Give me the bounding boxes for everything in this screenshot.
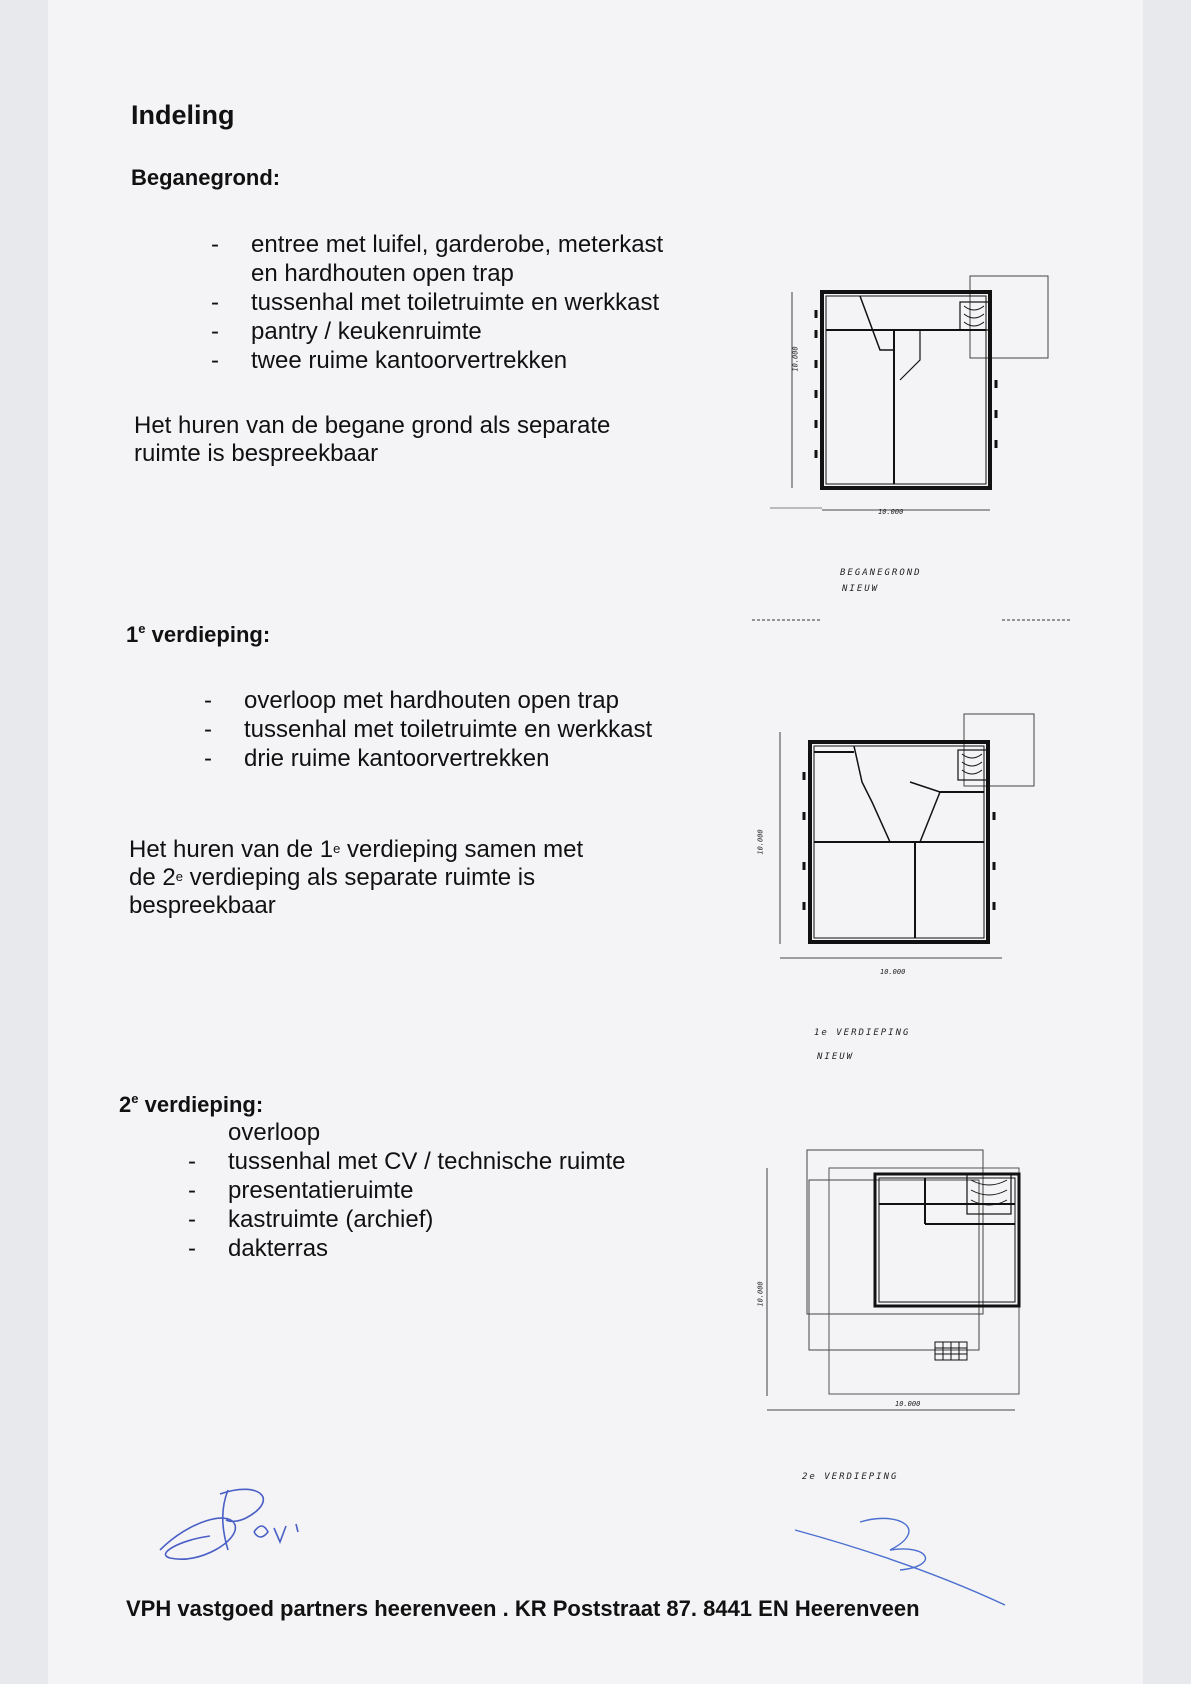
plan-caption: 1e VERDIEPING <box>814 1028 911 1038</box>
list-item: - tussenhal met CV / technische ruimte <box>188 1147 626 1176</box>
signature-left <box>150 1470 330 1580</box>
note-line: Het huren van de 1e verdieping samen met <box>129 836 584 863</box>
note-beganegrond <box>134 412 610 468</box>
plan-dimension: 10.000 <box>878 508 904 516</box>
list-item: - dakterras <box>188 1234 626 1263</box>
list-item: - overloop met hardhouten open trap <box>204 686 652 715</box>
heading-text: 2 <box>119 1092 132 1117</box>
note-1e-verdieping <box>129 836 583 920</box>
list-item: - tussenhal met toiletruimte en werkkast <box>211 288 663 317</box>
heading-text: 1 <box>126 622 139 647</box>
heading-sup: e <box>131 1091 139 1106</box>
floorplan-2e-verdieping <box>745 1148 1045 1418</box>
section-heading-2e-verdieping <box>119 1092 263 1118</box>
note-line: ruimte is bespreekbaar <box>134 440 379 467</box>
list-item: - entree met luifel, garderobe, meterkast <box>211 230 663 259</box>
heading-text: Beganegrond: <box>131 165 281 190</box>
note-line: Het huren van de begane grond als separate <box>134 412 611 439</box>
heading-sup: e <box>138 621 146 636</box>
heading-text: verdieping: <box>145 622 271 647</box>
list-item: - presentatieruimte <box>188 1176 626 1205</box>
plan-caption: NIEUW <box>842 584 880 594</box>
section-heading-1e-verdieping <box>126 622 270 648</box>
plan-dimension: 10.000 <box>756 1281 765 1307</box>
list-item: - kastruimte (archief) <box>188 1205 626 1234</box>
divider-line <box>752 618 1072 622</box>
plan-dimension: 10.000 <box>791 346 800 372</box>
list-item: en hardhouten open trap <box>251 260 514 287</box>
plan-caption: NIEUW <box>817 1052 855 1062</box>
plan-caption: BEGANEGROND <box>840 568 922 578</box>
section-heading-beganegrond <box>131 165 280 191</box>
plan-dimension: 10.000 <box>880 968 906 976</box>
floorplan-beganegrond <box>770 270 1070 530</box>
plan-dimension: 10.000 <box>756 829 765 855</box>
heading-text: verdieping: <box>138 1092 264 1117</box>
list-item: - twee ruime kantoorvertrekken <box>211 346 663 375</box>
note-line: bespreekbaar <box>129 892 276 919</box>
plan-caption: 2e VERDIEPING <box>802 1472 899 1482</box>
list-item: - pantry / keukenruimte <box>211 317 663 346</box>
list-1e-verdieping <box>204 686 652 773</box>
plan-dimension: 10.000 <box>895 1400 921 1408</box>
list-item: overloop <box>228 1119 321 1146</box>
list-beganegrond <box>211 230 663 375</box>
list-item: - tussenhal met toiletruimte en werkkast <box>204 715 652 744</box>
floorplan-1e-verdieping <box>770 712 1060 982</box>
note-line: de 2e verdieping als separate ruimte is <box>129 864 536 891</box>
list-item: - drie ruime kantoorvertrekken <box>204 744 652 773</box>
list-2e-verdieping <box>188 1118 626 1263</box>
page-title: Indeling <box>131 100 235 130</box>
footer-address: VPH vastgoed partners heerenveen . KR Poststraat 87. 8441 EN Heerenveen <box>126 1596 920 1621</box>
